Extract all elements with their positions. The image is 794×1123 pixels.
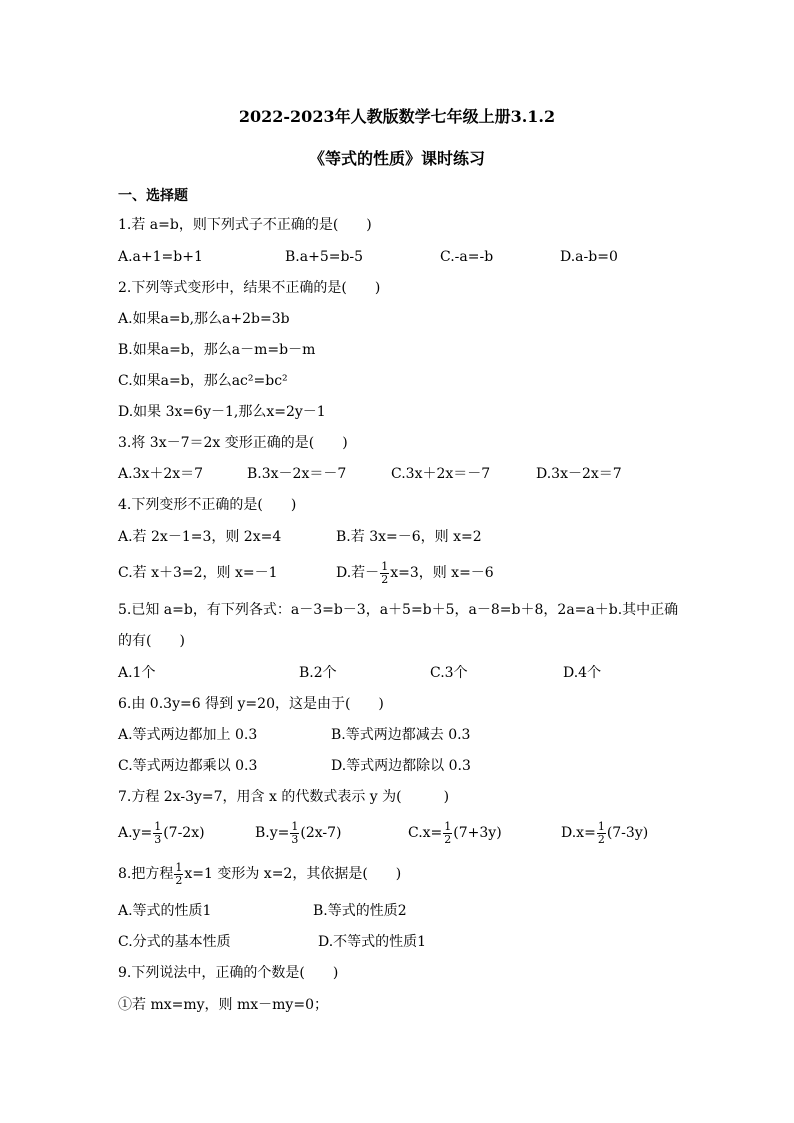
q8-option-d: D.不等式的性质1 [318, 934, 427, 950]
fraction-numerator: 1 [291, 819, 299, 833]
q8-stem-suffix: x=1 变形为 x=2，其依据是( ) [184, 866, 402, 882]
fraction-denominator: 2 [175, 873, 183, 887]
q7-a-fraction [153, 821, 162, 846]
q5-option-b: B.2个 [299, 665, 337, 681]
fraction-numerator: 1 [381, 559, 389, 573]
question-4-stem: 4.下列变形不正确的是( ) [118, 497, 297, 513]
q7-option-d [561, 816, 648, 850]
question-5-stem-line-2: 的有( ) [118, 633, 185, 649]
q8-option-b: B.等式的性质2 [313, 903, 407, 919]
q7-d-fraction [597, 821, 606, 846]
fraction-denominator: 2 [597, 832, 605, 846]
q5-option-a: A.1个 [118, 665, 156, 681]
q2-option-b: B.如果a=b，那么a－m=b－m [118, 342, 316, 358]
q7-b-suffix: (2x-7) [300, 825, 342, 841]
q1-option-a: A.a+1=b+1 [118, 249, 203, 265]
q4-option-d [336, 556, 494, 590]
q7-b-prefix: B.y= [255, 825, 290, 841]
q6-option-d: D.等式两边都除以 0.3 [331, 758, 471, 774]
fraction-numerator: 1 [175, 860, 183, 874]
q8-stem-prefix: 8.把方程 [118, 866, 174, 882]
q1-option-b: B.a+5=b-5 [285, 249, 364, 265]
fraction-numerator: 1 [597, 819, 605, 833]
section-heading: 一、选择题 [118, 188, 188, 204]
q6-option-a: A.等式两边都加上 0.3 [118, 727, 258, 743]
q7-a-suffix: (7-2x) [163, 825, 205, 841]
q5-option-c: C.3个 [430, 665, 468, 681]
fraction-denominator: 2 [444, 832, 452, 846]
q5-option-d: D.4个 [563, 665, 602, 681]
q4-option-a: A.若 2x－1=3，则 2x=4 [118, 529, 282, 545]
fraction-numerator: 1 [444, 819, 452, 833]
q8-option-a: A.等式的性质1 [118, 903, 212, 919]
question-3-stem: 3.将 3x－7＝2x 变形正确的是( ) [118, 435, 348, 451]
q9-item-1: ①若 mx=my，则 mx－my=0； [118, 997, 328, 1013]
q3-option-c: C.3x＋2x＝－7 [391, 466, 491, 482]
fraction-numerator: 1 [154, 819, 162, 833]
q7-d-suffix: (7-3y) [606, 825, 649, 841]
fraction-denominator: 3 [154, 832, 162, 846]
q7-c-suffix: (7+3y) [453, 825, 502, 841]
q7-c-prefix: C.x= [408, 825, 443, 841]
q4-d-suffix: x=3，则 x=－6 [390, 565, 494, 581]
q4-d-fraction [380, 561, 389, 586]
question-1-stem: 1.若 a=b，则下列式子不正确的是( ) [118, 217, 372, 233]
q3-option-d: D.3x－2x＝7 [536, 466, 622, 482]
title-line-2: 《等式的性质》课时练习 [308, 149, 485, 168]
question-6-stem: 6.由 0.3y=6 得到 y=20，这是由于( ) [118, 696, 384, 712]
q1-option-c: C.-a=-b [440, 249, 494, 265]
q7-option-b [255, 816, 342, 850]
q2-option-a: A.如果a=b,那么a+2b=3b [118, 311, 290, 327]
q4-option-b: B.若 3x=－6，则 x=2 [336, 529, 482, 545]
q7-d-prefix: D.x= [561, 825, 596, 841]
q2-option-c: C.如果a=b，那么ac²=bc² [118, 373, 288, 389]
fraction-denominator: 3 [291, 832, 299, 846]
q6-option-c: C.等式两边都乘以 0.3 [118, 758, 258, 774]
q4-d-prefix: D.若－ [336, 565, 380, 581]
q7-option-c [408, 816, 502, 850]
q6-option-b: B.等式两边都减去 0.3 [331, 727, 471, 743]
q7-option-a [118, 816, 205, 850]
fraction-denominator: 2 [381, 572, 389, 586]
q7-c-fraction [443, 821, 452, 846]
question-5-stem-line-1: 5.已知 a=b，有下列各式：a－3=b－3，a＋5=b＋5，a－8=b＋8，2a=a＋b.其中正确 [118, 602, 679, 618]
q1-option-d: D.a-b=0 [560, 249, 618, 265]
q4-option-c: C.若 x＋3=2，则 x=－1 [118, 565, 278, 581]
q3-option-b: B.3x－2x＝－7 [247, 466, 347, 482]
q3-option-a: A.3x＋2x＝7 [118, 466, 204, 482]
q8-option-c: C.分式的基本性质 [118, 934, 231, 950]
question-9-stem: 9.下列说法中，正确的个数是( ) [118, 965, 339, 981]
q2-option-d: D.如果 3x=6y－1,那么x=2y－1 [118, 404, 326, 420]
q7-a-prefix: A.y= [118, 825, 153, 841]
q8-stem-fraction [174, 862, 183, 887]
title-line-1: 2022-2023年人教版数学七年级上册3.1.2 [238, 107, 556, 126]
question-8-stem [118, 857, 401, 891]
question-7-stem: 7.方程 2x-3y=7，用含 x 的代数式表示 y 为( ) [118, 789, 450, 805]
q7-b-fraction [290, 821, 299, 846]
question-2-stem: 2.下列等式变形中，结果不正确的是( ) [118, 280, 381, 296]
